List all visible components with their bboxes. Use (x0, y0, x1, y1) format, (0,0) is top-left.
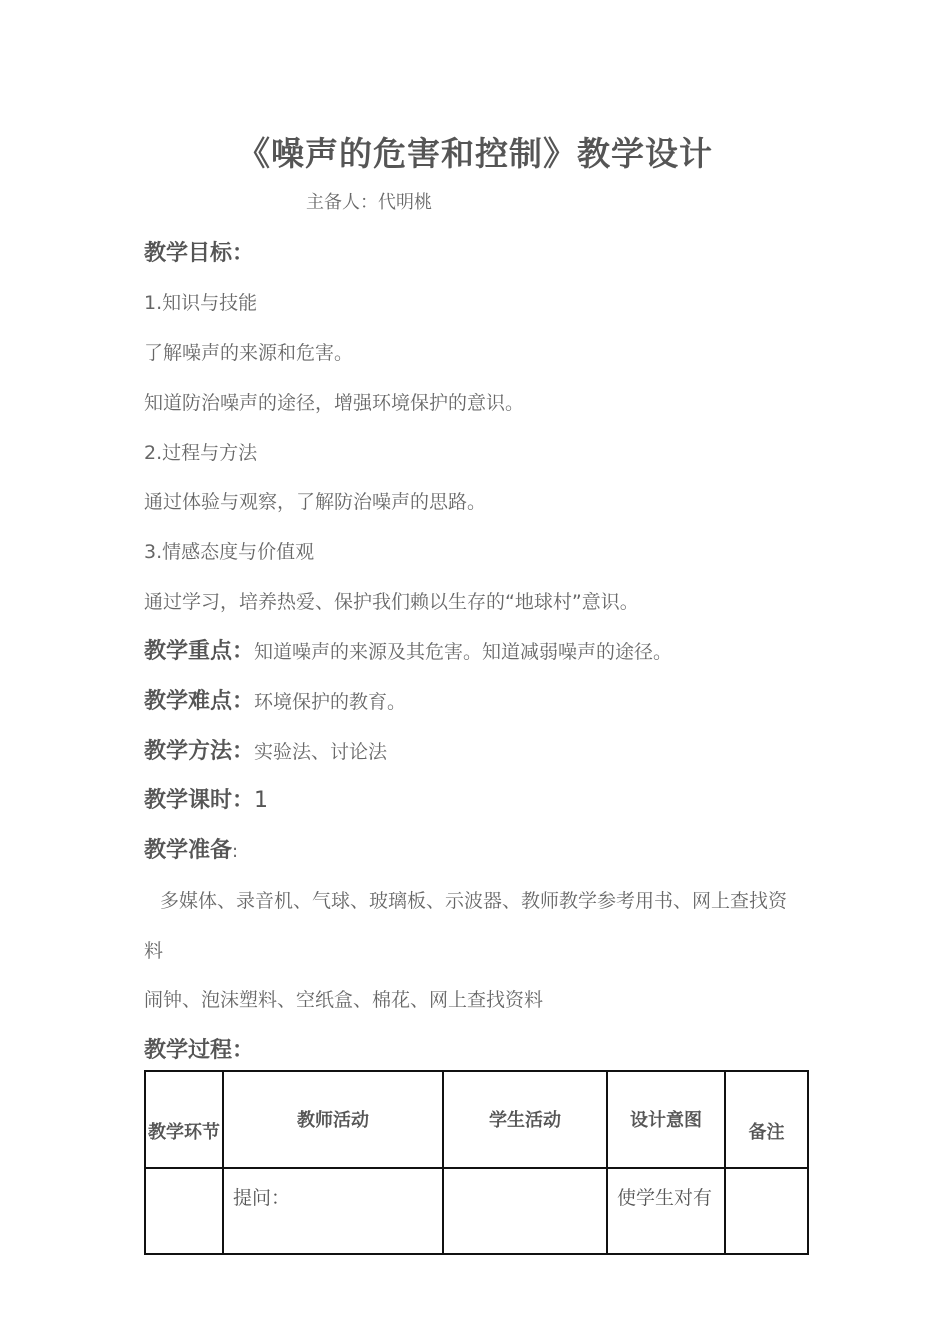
preparation-line: 闹钟、泡沫塑料、空纸盒、棉花、网上查找资料 (144, 989, 544, 1011)
column-header: 设计意图 (607, 1071, 725, 1168)
hours (144, 783, 268, 814)
column-header: 备注 (725, 1071, 808, 1168)
objectives-heading: 教学目标： (144, 241, 255, 266)
key-points-text: 知道噪声的来源及其危害。知道减弱噪声的途径。 (254, 641, 673, 663)
column-header: 教师活动 (223, 1071, 443, 1168)
hours-heading: 教学课时： (144, 788, 255, 813)
preparation-heading: 教学准备 (144, 838, 233, 863)
methods (144, 734, 387, 765)
methods-text: 实验法、讨论法 (254, 741, 388, 763)
column-header: 学生活动 (443, 1071, 607, 1168)
table-cell (443, 1168, 607, 1254)
difficulties-heading: 教学难点： (144, 689, 255, 714)
process-table (144, 1070, 809, 1255)
table-cell (725, 1168, 808, 1254)
methods-heading: 教学方法： (144, 739, 255, 764)
table-cell: 提问： (223, 1168, 443, 1254)
objective-item: 通过学习，培养热爱、保护我们赖以生存的“地球村”意识。 (144, 591, 639, 613)
objective-item: 2.过程与方法 (144, 442, 258, 464)
objective-item: 3.情感态度与价值观 (144, 541, 315, 563)
difficulties (144, 684, 406, 715)
table-header-row (145, 1071, 808, 1168)
key-points (144, 634, 672, 665)
key-points-heading: 教学重点： (144, 639, 255, 664)
preparation-line: 多媒体、录音机、气球、玻璃板、示波器、教师教学参考用书、网上查找资 (160, 890, 788, 912)
objective-item: 通过体验与观察，了解防治噪声的思路。 (144, 491, 487, 513)
objective-item: 1.知识与技能 (144, 292, 258, 314)
preparation-colon: : (232, 841, 239, 862)
column-header: 教学环节 (145, 1071, 223, 1168)
preparation-line-wrap: 料 (144, 940, 164, 962)
document-title: 《噪声的危害和控制》教学设计 (237, 134, 713, 173)
table-cell: 使学生对有 (607, 1168, 725, 1254)
author-line: 主备人：代明桃 (306, 192, 432, 213)
table-cell (145, 1168, 223, 1254)
preparation (144, 833, 238, 864)
process-heading: 教学过程： (144, 1038, 255, 1063)
difficulties-text: 环境保护的教育。 (254, 691, 407, 713)
hours-text: 1 (254, 788, 269, 813)
objective-item: 了解噪声的来源和危害。 (144, 342, 354, 364)
table-row (145, 1168, 808, 1254)
objective-item: 知道防治噪声的途径，增强环境保护的意识。 (144, 392, 525, 414)
